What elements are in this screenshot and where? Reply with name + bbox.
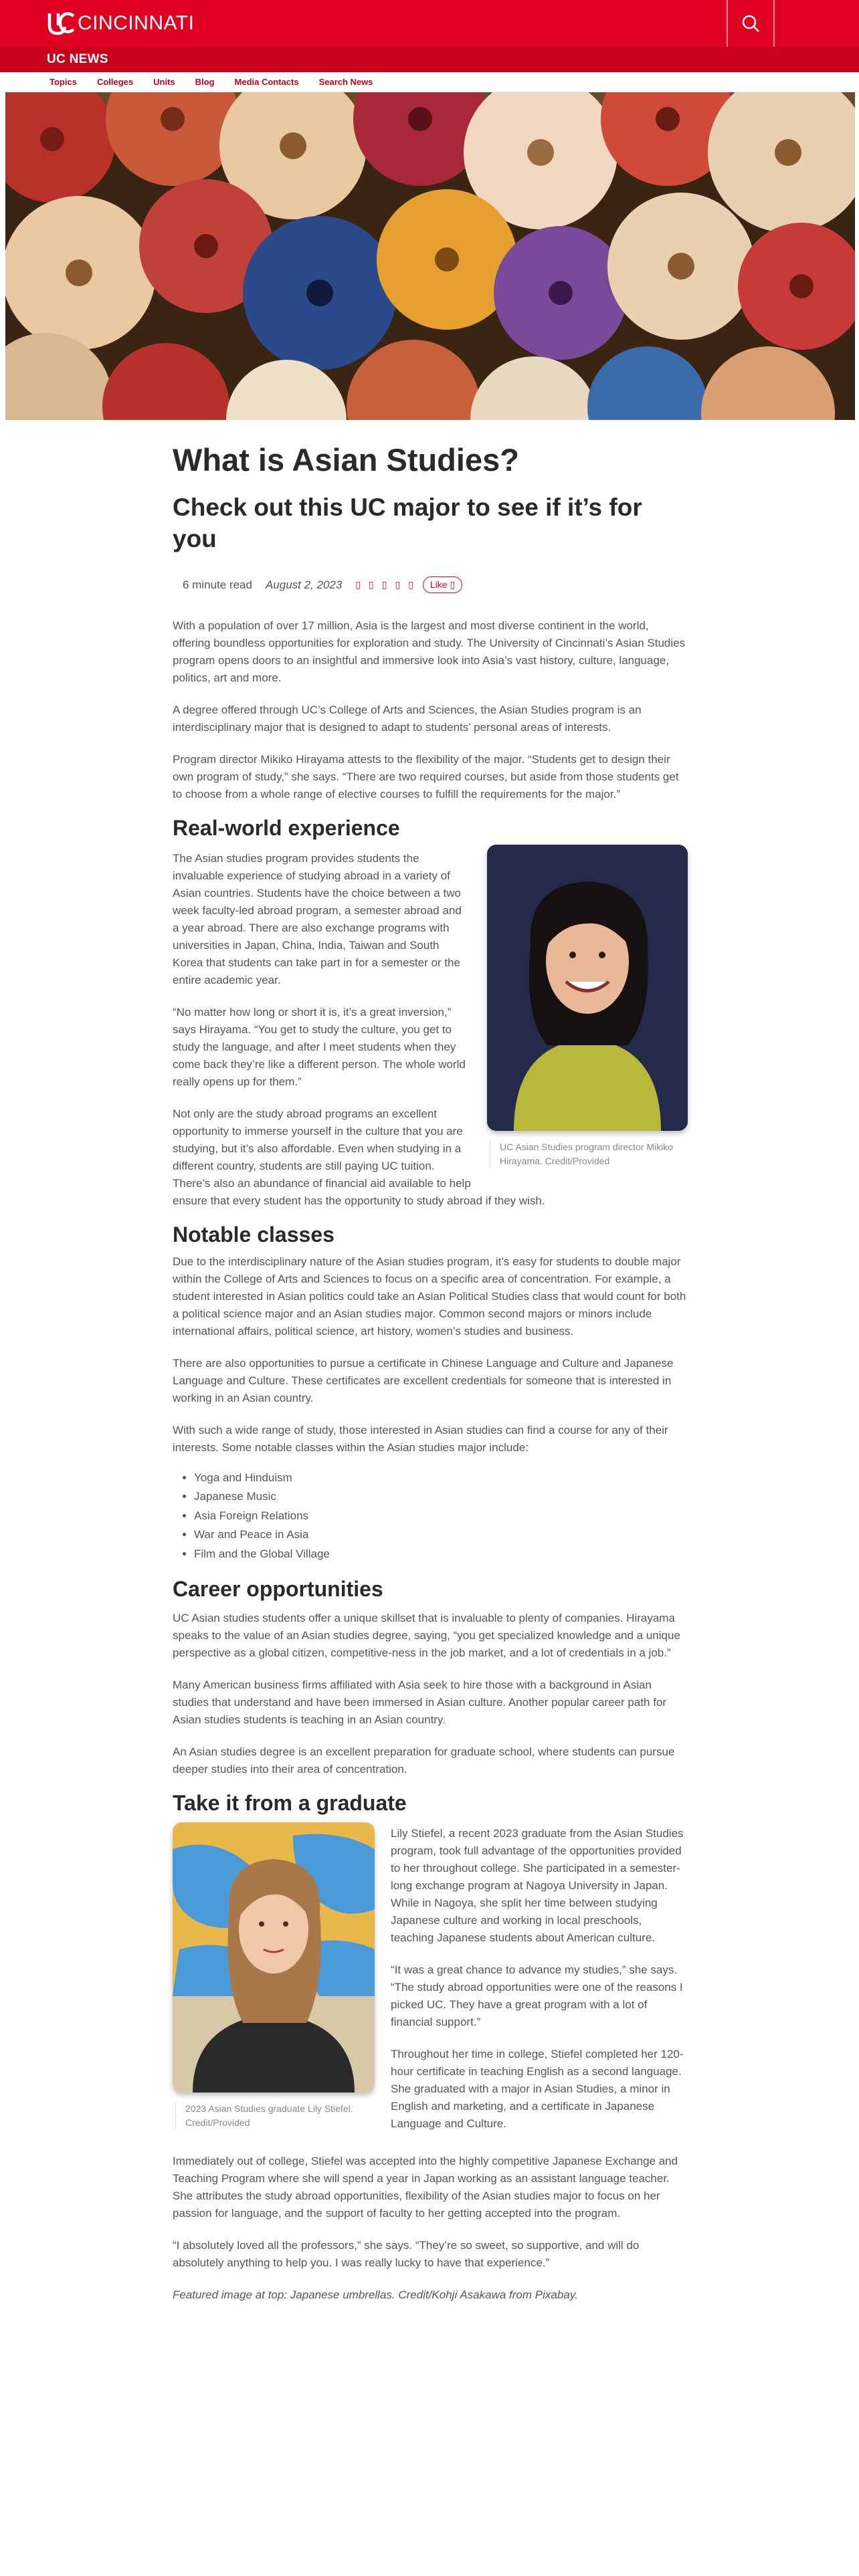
article	[173, 435, 688, 2304]
hero-image	[5, 92, 855, 420]
uc-monogram-icon	[45, 8, 76, 39]
section-heading-graduate: Take it from a graduate	[173, 1791, 407, 1816]
section2-paragraph: Due to the interdisciplinary nature of the Asian studies program, it’s easy for students to double major within the College of Arts and Sciences to focus on a specific area of concentration. For example, a student interested in Asian politics could take an Asian Political Studies class that would count for both a political science major and an Asian studies major. Common second majors or minors include international affairs, political science, art history, women’s studies and business.	[173, 1255, 686, 1337]
classes-list	[194, 1469, 688, 1564]
featured-image-credit: Featured image at top: Japanese umbrellas. Credit/Kohji Asakawa from Pixabay.	[173, 2288, 578, 2302]
header-divider	[773, 0, 775, 47]
section4-paragraph: “It was a great chance to advance my studies,” she says. “The study abroad opportunities were one of the reasons I picked UC. They have a great program with a lot of financial support.”	[391, 1963, 683, 2029]
graduate-photo-figure	[173, 1822, 375, 2130]
print-icon[interactable]: ▯	[408, 579, 413, 591]
like-label: Like	[430, 579, 448, 591]
section-heading-career: Career opportunities	[173, 1576, 383, 1601]
section4-paragraph: Lily Stiefel, a recent 2023 graduate from the Asian Studies program, took full advantage of the opportunities provided to her throughout college. She participated in a semester-long exchange program at Nagoya University in Japan. While in Nagoya, she split her time between studying Japanese culture and working in local preschools, teaching Japanese students about American culture.	[391, 1827, 684, 1945]
publish-date: August 2, 2023	[265, 578, 343, 591]
list-item: • War and Peace in Asia	[194, 1525, 688, 1545]
director-photo-figure	[487, 845, 688, 1168]
article-meta	[173, 574, 688, 596]
list-item: • Yoga and Hinduism	[194, 1469, 688, 1488]
list-item: • Film and the Global Village	[194, 1545, 688, 1564]
facebook-icon[interactable]: ▯	[355, 579, 361, 591]
list-item: • Asia Foreign Relations	[194, 1507, 688, 1526]
nav-search-news[interactable]: Search News	[318, 77, 373, 87]
linkedin-icon[interactable]: ▯	[381, 579, 387, 591]
nav-topics[interactable]: Topics	[50, 77, 77, 87]
section-heading-real-world: Real-world experience	[173, 815, 400, 840]
section1-paragraph: “No matter how long or short it is, it’s a great inversion,” says Hirayama. “You get to study the culture, you get to study the language, and after I meet students when they come back they’re like a different person. The whole world really opens up for them.”	[173, 1006, 466, 1089]
intro-paragraph: Program director Mikiko Hirayama attests to the flexibility of the major. “Students get to design their own program of study,” she says. “There are two required courses, but aside from those students get to choose from a whole range of elective courses to fulfill the requirements for the major.”	[173, 752, 679, 800]
site-header	[0, 0, 859, 47]
graduate-photo	[173, 1822, 375, 2092]
section1-paragraph: The Asian studies program provides students the invaluable experience of studying abroad in a variety of Asian countries. Students have the choice between a two week faculty-led abroad program, a semester abroad and a year abroad. There are also exchange programs with universities in Japan, China, India, Taiwan and South Korea that students can take part in for a semester or the entire academic year.	[173, 852, 462, 987]
section4-paragraph: Immediately out of college, Stiefel was accepted into the highly competitive Japanese Exchange and Teaching Program where she will spend a year in Japan working as an assistant language teacher. She attributes the study abroad opportunities, flexibility of the Asian studies major to focus on her passion for language, and the support of faculty to her getting accepted into the program.	[173, 2155, 678, 2220]
section4-paragraph: Throughout her time in college, Stiefel completed her 120-hour certificate in teaching English as a second language. She graduated with a major in Asian Studies, a minor in English and marketing, and a certificate in Japanese Language and Culture.	[391, 2048, 684, 2131]
uc-logo[interactable]	[45, 8, 194, 39]
nav-blog[interactable]: Blog	[195, 77, 215, 87]
list-item: • Japanese Music	[194, 1487, 688, 1507]
section-bar	[0, 47, 859, 72]
section3-paragraph: Many American business firms affiliated with Asia seek to hire those with a background in Asian studies that understand and have been immersed in Asian culture. Another popular career path for Asian studies students is teaching in an Asian country.	[173, 1679, 667, 1727]
section4-paragraph: “I absolutely loved all the professors,” she says. “They’re so sweet, so supportive, and will do absolutely anything to help you. I was really lucky to have that experience.”	[173, 2239, 640, 2270]
director-photo	[487, 845, 688, 1131]
logo-text: CINCINNATI	[78, 12, 195, 34]
twitter-icon[interactable]: ▯	[369, 579, 374, 591]
read-time: 6 minute read	[183, 578, 252, 591]
email-icon[interactable]: ▯	[395, 579, 401, 591]
intro-paragraph: A degree offered through UC’s College of Arts and Sciences, the Asian Studies program is an interdisciplinary major that is designed to adapt to students’ personal areas of interests.	[173, 703, 642, 734]
section1-paragraph: Not only are the study abroad programs an excellent opportunity to immerse yourself in the culture that you are studying, but it’s also affordable. Even when studying in a different country, students are still paying UC tuition. There’s also an abundance of financial aid available to help ensure that every student has the opportunity to study abroad if they wish.	[173, 1107, 545, 1208]
nav-colleges[interactable]: Colleges	[96, 77, 134, 87]
section2-paragraph: With such a wide range of study, those interested in Asian studies can find a course for any of their interests. Some notable classes within the Asian studies major include:	[173, 1423, 668, 1454]
section3-paragraph: An Asian studies degree is an excellent preparation for graduate school, where students can pursue deeper studies into their area of concentration.	[173, 1745, 675, 1776]
share-buttons	[355, 579, 413, 591]
nav-units[interactable]: Units	[153, 77, 175, 87]
news-nav	[0, 72, 859, 92]
section3-paragraph: UC Asian studies students offer a unique skillset that is invaluable to plenty of companies. Hirayama speaks to the value of an Asian studies degree, saying, “you get specialized knowledge and a unique perspective as a global citizen, competitive-ness in the job market, and a lot of credentials in a job.”	[173, 1612, 680, 1660]
nav-media-contacts[interactable]: Media Contacts	[234, 77, 299, 87]
umbrellas-photo-icon	[5, 92, 855, 420]
section-title[interactable]: UC NEWS	[47, 52, 108, 66]
director-photo-caption: UC Asian Studies program director Mikiko Hirayama. Credit/Provided	[490, 1140, 688, 1168]
graduate-photo-caption: 2023 Asian Studies graduate Lily Stiefel. Credit/Provided	[175, 2102, 375, 2130]
search-icon	[740, 13, 761, 34]
search-button[interactable]	[728, 0, 773, 47]
article-title: What is Asian Studies?	[173, 442, 519, 477]
section2-paragraph: There are also opportunities to pursue a certificate in Chinese Language and Culture and Japanese Language and Culture. These certificates are excellent credentials for someone that is interested in working in an Asian country.	[173, 1356, 674, 1404]
like-button[interactable]: Like ▯	[423, 576, 462, 593]
intro-paragraph: With a population of over 17 million, Asia is the largest and most diverse continent in the world, offering boundless opportunities for exploration and study. The University of Cincinnati’s Asian Studies program opens doors to an insightful and immersive look into Asia’s vast history, culture, language, politics, art and more.	[173, 619, 686, 684]
section-heading-notable-classes: Notable classes	[173, 1222, 335, 1247]
article-subtitle: Check out this UC major to see if it’s for you	[173, 494, 642, 552]
